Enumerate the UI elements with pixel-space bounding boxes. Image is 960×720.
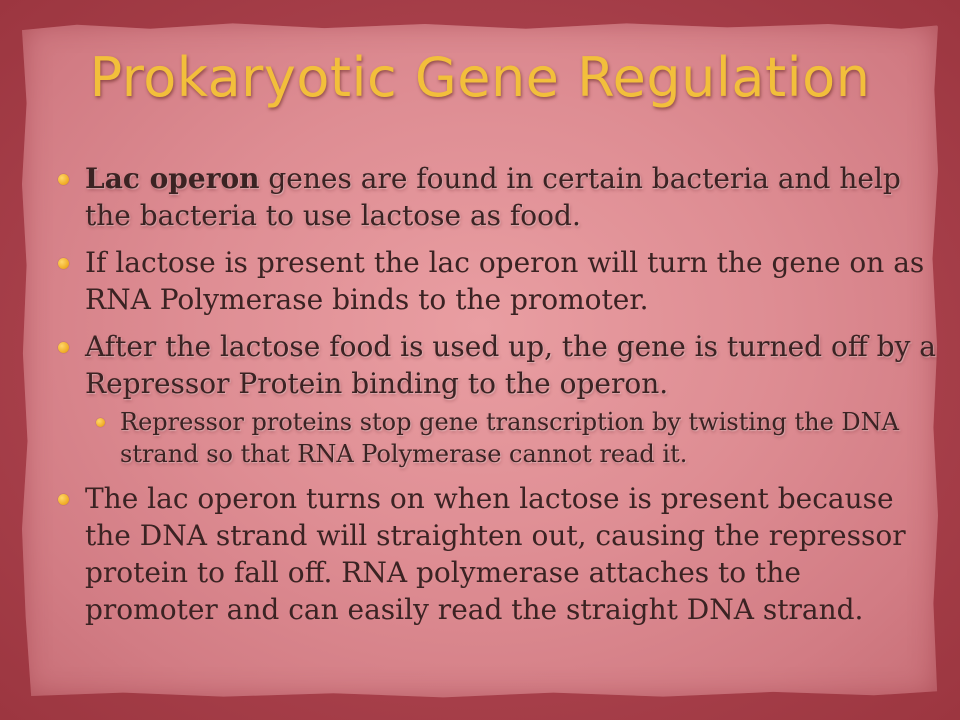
- bullet-dot-icon: [58, 494, 69, 505]
- sub-bullet-text: Repressor proteins stop gene transcription by twisting the DNA strand so that RNA Polymerase cannot read it.: [120, 408, 899, 468]
- bullet-text: genes are found in certain bacteria and help the bacteria to use lactose as food.: [85, 162, 901, 232]
- slide-title: Prokaryotic Gene Regulation: [89, 46, 871, 109]
- bullet-text: After the lactose food is used up, the gene is turned off by a Repressor Protein binding to the operon.: [85, 330, 936, 400]
- bullet-text: The lac operon turns on when lactose is present because the DNA strand will straighten out, causing the repressor protein to fall off. RNA polymerase attaches to the promoter and can easily read the straight DNA strand.: [85, 482, 906, 626]
- bullet-lactose-used-up: [46, 328, 936, 470]
- bullet-dot-icon: [58, 174, 69, 185]
- bullet-dot-icon: [58, 258, 69, 269]
- bullet-lactose-present: [46, 244, 936, 318]
- bullet-dot-icon: [58, 342, 69, 353]
- sub-bullet-repressor-proteins: [85, 406, 936, 470]
- bullet-text: If lactose is present the lac operon will turn the gene on as RNA Polymerase binds to the promoter.: [85, 246, 925, 316]
- bullet-list: [46, 160, 936, 638]
- sub-bullet-list: [85, 406, 936, 470]
- bullet-bold-lead: Lac operon: [85, 162, 260, 195]
- bullet-lac-operon-turns-on: [46, 480, 936, 628]
- sub-bullet-dot-icon: [96, 418, 105, 427]
- bullet-lac-operon: [46, 160, 936, 234]
